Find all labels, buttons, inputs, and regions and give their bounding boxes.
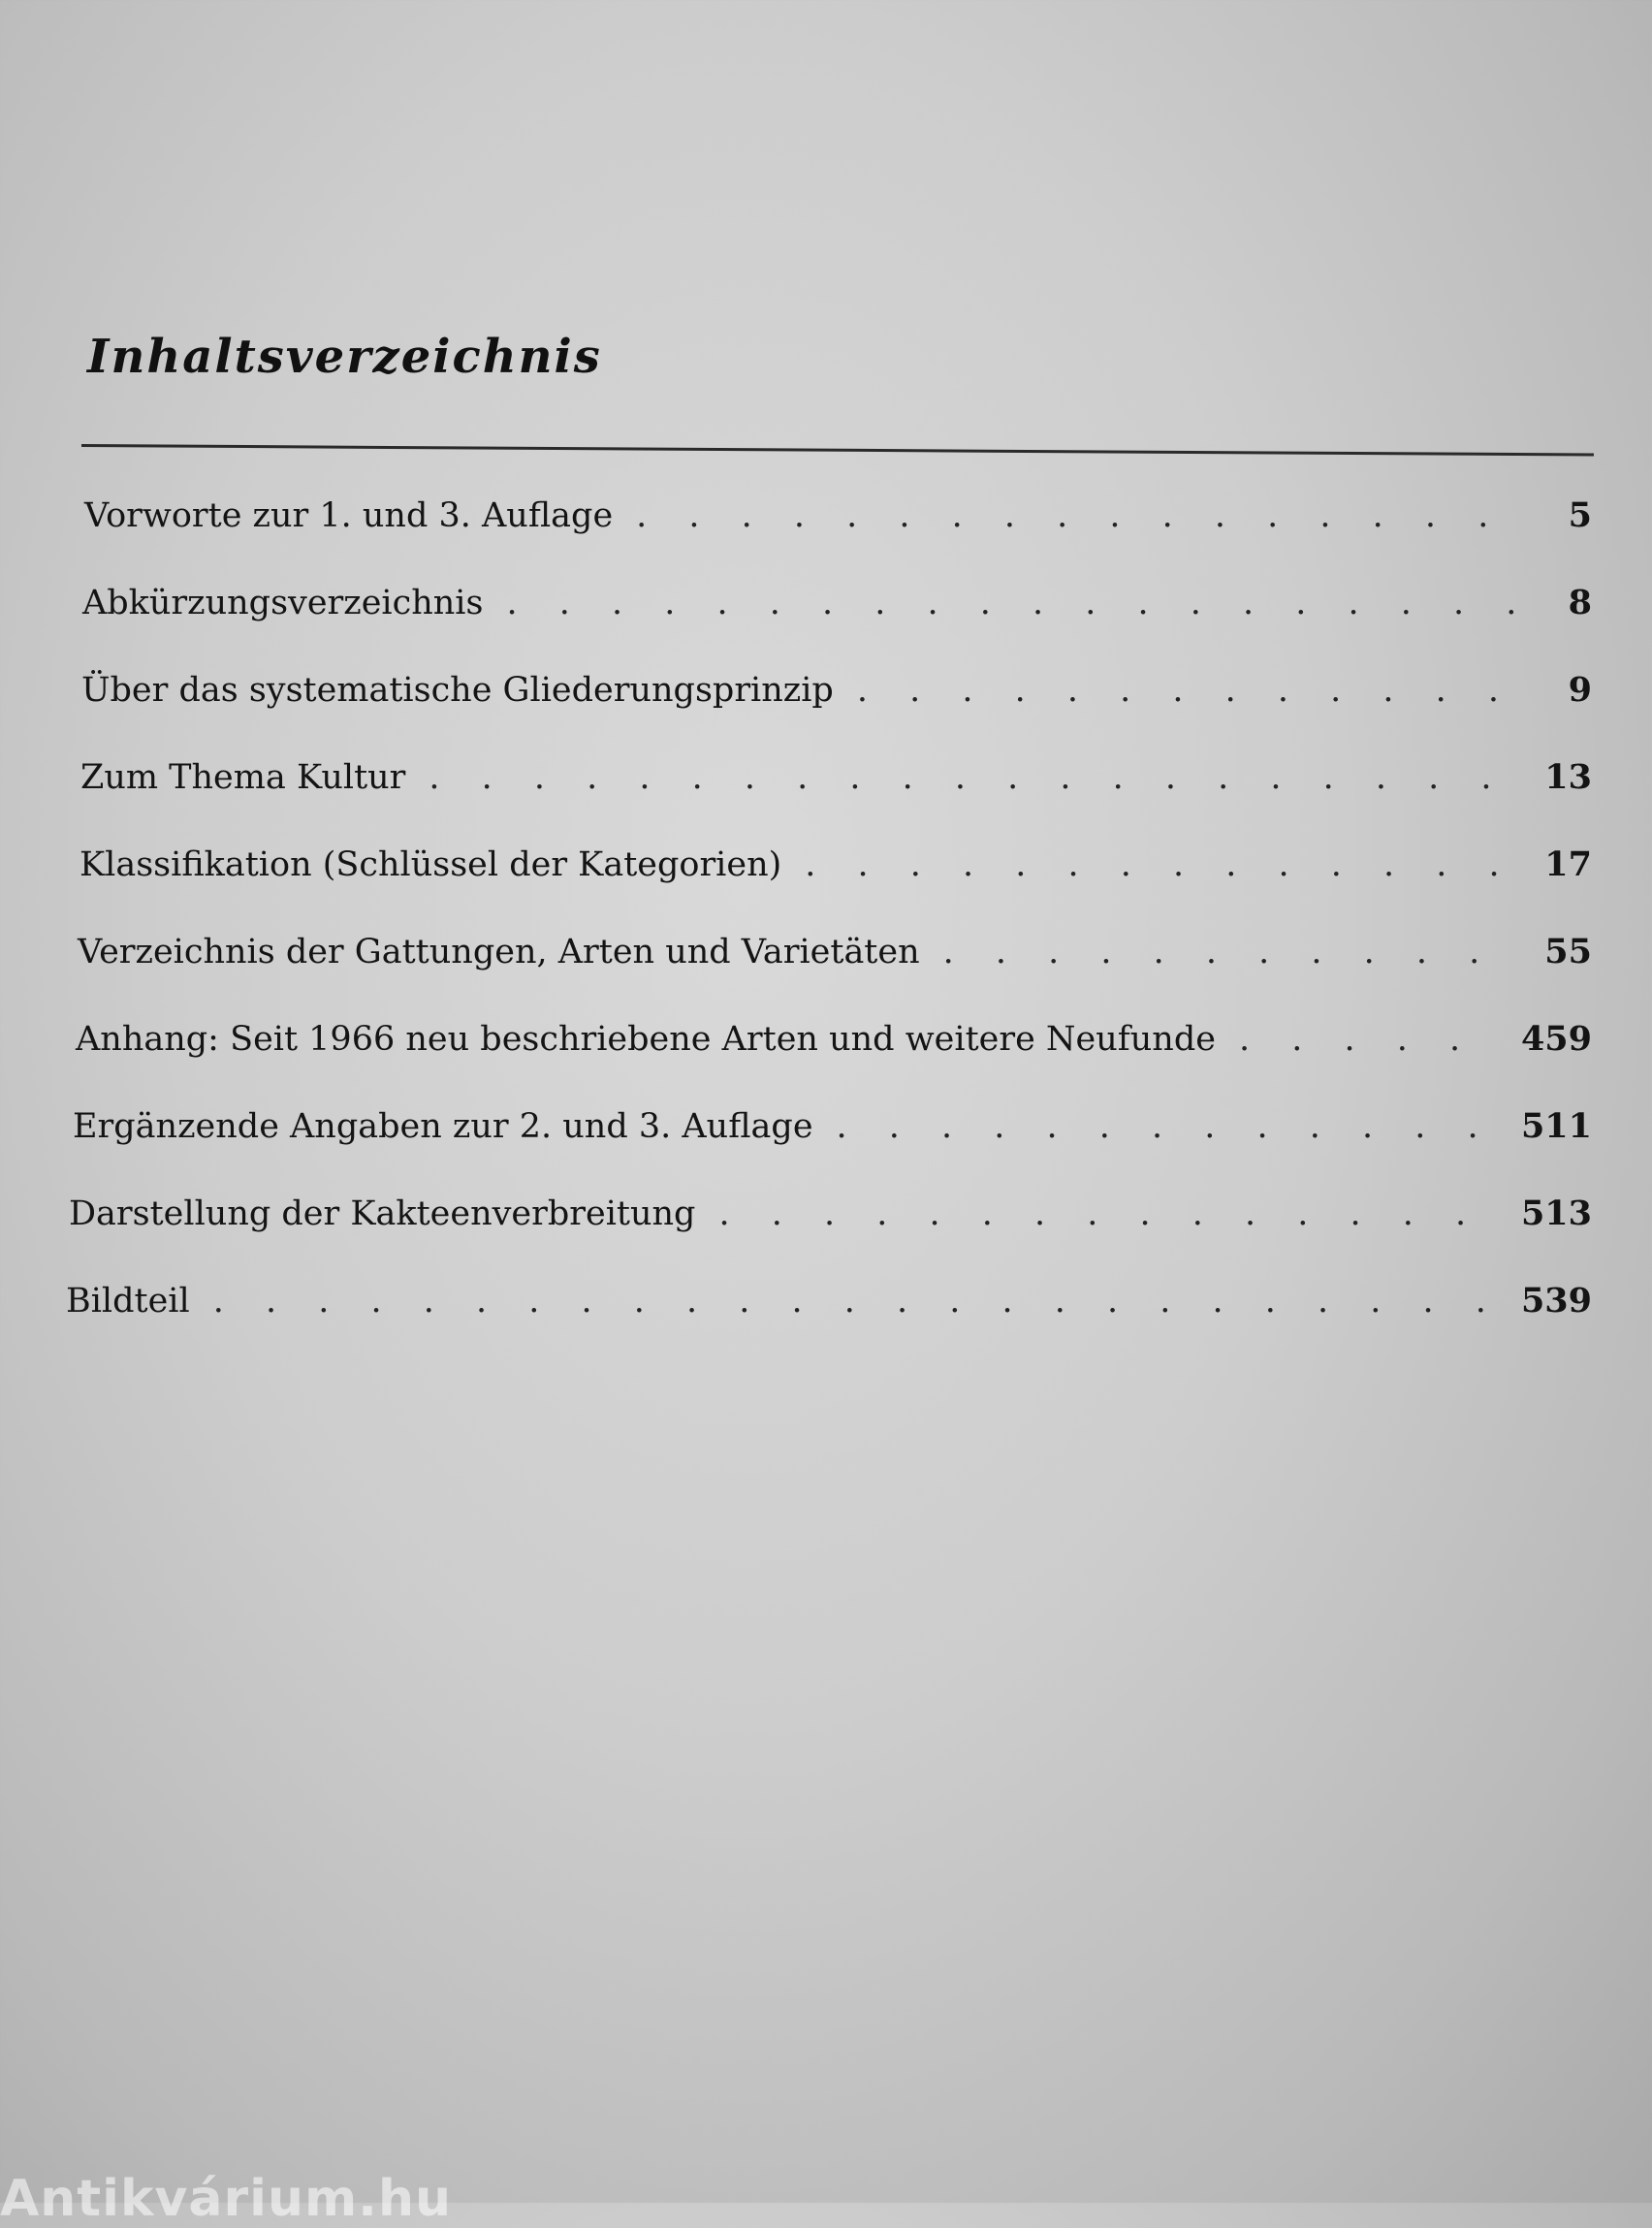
toc-entry — [82, 574, 1592, 632]
dot-leader — [805, 836, 1518, 894]
page-title: Inhaltsverzeichnis — [87, 330, 602, 384]
toc-entry-page: 511 — [1520, 1106, 1592, 1146]
toc-entry-page: 55 — [1544, 932, 1592, 971]
dot-leader — [506, 574, 1518, 632]
toc-entry-page: 539 — [1520, 1281, 1592, 1321]
toc-entry — [79, 836, 1592, 894]
toc-entry — [81, 661, 1592, 719]
toc-entry-title: Darstellung der Kakteenverbreitung — [69, 1194, 696, 1233]
toc-entry — [80, 748, 1592, 807]
toc-entry-page: 5 — [1568, 495, 1592, 535]
toc-entry-page: 13 — [1544, 757, 1592, 797]
dot-leader — [857, 661, 1518, 719]
toc-entry-page: 8 — [1568, 583, 1592, 622]
toc-entry-title: Klassifikation (Schlüssel der Kategorien) — [79, 845, 782, 884]
toc-entry — [73, 1098, 1592, 1156]
watermark-logo: Antikvárium.hu — [0, 2170, 452, 2228]
toc-entry-title: Zum Thema Kultur — [80, 758, 406, 797]
toc-entry — [76, 1010, 1592, 1068]
toc-entry-page: 513 — [1520, 1194, 1592, 1233]
toc-entry — [69, 1185, 1592, 1243]
toc-entry-title: Anhang: Seit 1966 neu beschriebene Arten und weitere Neufunde — [76, 1020, 1216, 1059]
toc-entry-title: Bildteil — [66, 1282, 190, 1321]
toc-entry-title: Vorworte zur 1. und 3. Auflage — [84, 496, 614, 535]
toc-entry-title: Abkürzungsverzeichnis — [82, 584, 484, 622]
toc-entry-title: Ergänzende Angaben zur 2. und 3. Auflage — [73, 1107, 813, 1146]
toc-entry-title: Über das systematische Gliederungsprinzip — [81, 671, 834, 710]
toc-entry-page: 17 — [1544, 844, 1592, 884]
dot-leader — [636, 487, 1518, 545]
dot-leader — [1239, 1010, 1502, 1068]
dot-leader — [837, 1098, 1502, 1156]
dot-leader — [718, 1185, 1501, 1243]
dot-leader — [429, 748, 1518, 807]
toc-entry — [78, 923, 1592, 981]
toc-entry-page: 9 — [1568, 670, 1592, 710]
toc-entry — [84, 487, 1592, 545]
toc-entry-page: 459 — [1520, 1019, 1592, 1059]
toc-entry — [66, 1272, 1592, 1330]
dot-leader — [213, 1272, 1502, 1330]
dot-leader — [943, 923, 1518, 981]
toc-entry-title: Verzeichnis der Gattungen, Arten und Varietäten — [78, 933, 920, 971]
